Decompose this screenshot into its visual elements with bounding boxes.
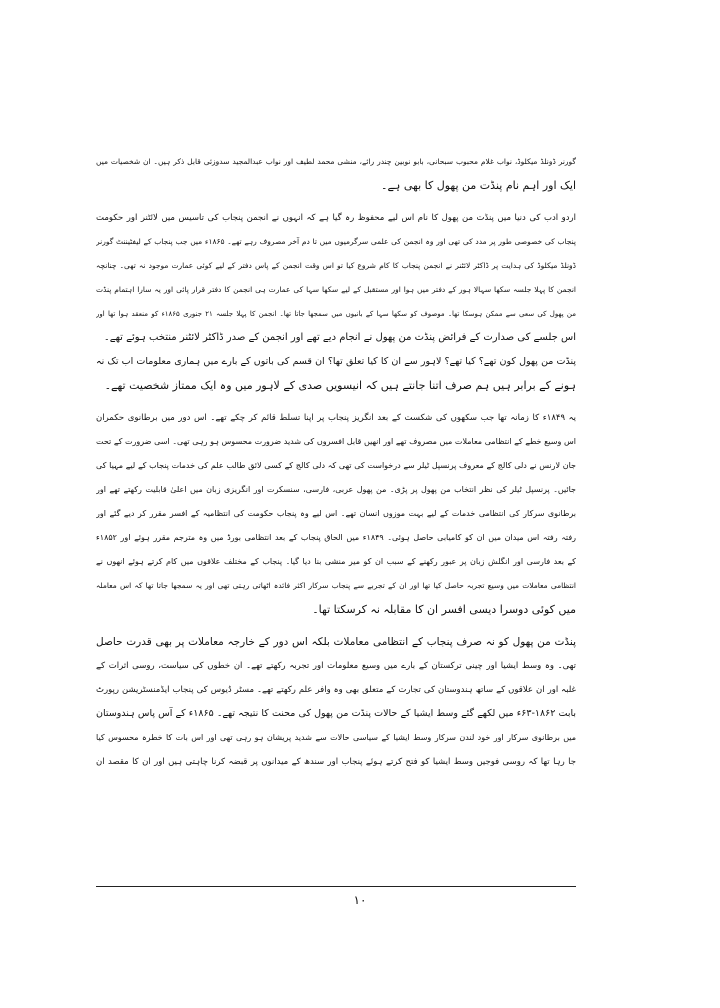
text-line: انتظامی معاملات میں وسیع تجربہ حاصل کیا تھا اور ان کے تجربے سے پنجاب سرکار اکثر فائدہ اٹھاتی رہتی تھی اور یہ سمجھا جاتا تھا کہ اس معاملہ xyxy=(96,581,576,590)
text-line: اردو ادب کی دنیا میں پنڈت من پھول کا نام اس لیے محفوظ رہ گیا ہے کہ انہوں نے انجمن پنجاب کی تاسیس میں لائٹنر اور حکومت xyxy=(96,213,576,223)
text-line: غلبہ اور ان علاقوں کے ساتھ ہندوستان کی تجارت کے متعلق بھی وہ وافر علم رکھتے تھے۔ مسٹر ڈیوس کی پنجاب ایڈمنسٹریشن رپورٹ xyxy=(96,685,576,695)
text-line: من پھول کی سعی سے ممکن ہوسکا تھا۔ موصوف کو سکھا سہا کے بانیوں میں سمجھا جاتا تھا۔ انجمن کا پہلا جلسہ ۲۱ جنوری ۱۸۶۵ء کو منعقد ہوا تھا اور xyxy=(96,310,576,318)
text-line: ہونے کے برابر ہیں ہم صرف اتنا جانتے ہیں کہ انیسویں صدی کے لاہور میں وہ ایک ممتاز شخصیت تھے۔ xyxy=(104,379,576,392)
text-line: اس وسیع خطے کے انتظامی معاملات میں مصروف تھے اور انھیں قابل افسروں کی شدید ضرورت محسوس ہو رہی تھی۔ اسی ضرورت کے تحت xyxy=(96,437,576,446)
text-line: ایک اور اہم نام پنڈت من پھول کا بھی ہے۔ xyxy=(381,179,576,192)
page-body xyxy=(96,150,576,886)
text-line: کے بعد فارسی اور انگلش زبان پر عبور رکھنے کے سبب ان کو میر منشی بنا دیا گیا۔ پنجاب کے مختلف علاقوں میں کام کرتے ہوئے انھوں نے xyxy=(96,557,576,566)
text-line: برطانوی سرکار کی انتظامی خدمات کے لیے بہت موزوں انسان تھے۔ اس لیے وہ پنجاب حکومت کی انتظامیہ کے افسر مقرر کر دیے گئے اور xyxy=(96,509,576,518)
text-line: جائیں۔ پرنسپل ٹیلر کی نظر انتخاب من پھول پر پڑی۔ من پھول عربی، فارسی، سنسکرت اور انگریزی زبان میں اعلیٰ قابلیت رکھتے تھے اور xyxy=(96,485,576,494)
text-line: میں برطانوی سرکار اور خود لندن سرکار وسط ایشیا کے سیاسی حالات سے شدید پریشان ہو رہی تھی اور اس بات کا خطرہ محسوس کیا xyxy=(96,733,576,742)
footer-divider xyxy=(96,886,576,887)
text-line: بابت ۱۸۶۲-۶۳ء میں لکھے گئے وسط ایشیا کے حالات پنڈت من پھول کی محنت کا نتیجہ تھے۔ ۱۸۶۵ء کے آس پاس ہندوستان xyxy=(96,708,576,719)
text-line: میں کوئی دوسرا دیسی افسر ان کا مقابلہ نہ کرسکتا تھا۔ xyxy=(312,603,576,616)
text-line: تھی۔ وہ وسط ایشیا اور چینی ترکستان کے بارے میں وسیع معلومات اور تجربہ رکھتے تھے۔ ان خطوں کی سیاست، روسی اثرات کے xyxy=(96,661,576,671)
text-line: اس جلسے کی صدارت کے فرائض پنڈت من پھول نے انجام دیے تھے اور انجمن کے صدر ڈاکٹر لائٹنر منتخب ہوئے تھے۔ xyxy=(103,332,576,343)
text-line: پنڈت من پھول کو نہ صرف پنجاب کے انتظامی معاملات بلکہ اس دور کے خارجہ معاملات پر بھی قدرت حاصل xyxy=(96,636,576,648)
text-line: گورنر ڈونلڈ میکلوڈ، نواب غلام محبوب سبحانی، بابو نوبین چندر رائے، منشی محمد لطیف اور نواب عبدالمجید سدوزئی قابل ذکر ہیں۔ ان شخصیات میں xyxy=(96,157,576,166)
page-number: ۱۰ xyxy=(353,893,367,907)
text-line: انجمن کا پہلا جلسہ سکھا سہالا ہور کے دفتر میں ہوا اور مستقبل کے لیے سکھا سہا کی عمارت ہی انجمن کا دفتر قرار پائی اور یہ سارا اہتمام پنڈت xyxy=(96,285,576,294)
text-line: ڈونلڈ میکلوڈ کی ہدایت پر ڈاکٹر لائٹنر نے انجمن پنجاب کا کام شروع کیا تو اس وقت انجمن کے پاس دفتر کے لیے کوئی عمارت موجود نہ تھی۔ چنانچہ xyxy=(96,261,576,270)
text-line: یہ ۱۸۴۹ء کا زمانہ تھا جب سکھوں کی شکست کے بعد انگریز پنجاب پر اپنا تسلط قائم کر چکے تھے۔ اس دور میں برطانوی حکمران xyxy=(96,413,576,423)
text-line: رفتہ رفتہ اس میدان میں ان کو کامیابی حاصل ہوئی۔ ۱۸۴۹ء میں الحاق پنجاب کے بعد انتظامی بورڈ میں وہ مترجم مقرر ہوئے اور ۱۸۵۲ء xyxy=(96,533,576,542)
text-line: جا رہا تھا کہ روسی فوجیں وسط ایشیا کو فتح کرتے ہوئے پنجاب اور سندھ کے میدانوں پر قبضہ کرنا چاہتی ہیں اور ان کا مقصد ان xyxy=(96,757,576,767)
text-line: پنڈت من پھول کون تھے؟ کیا تھے؟ لاہور سے ان کا کیا تعلق تھا؟ ان قسم کی باتوں کے بارے میں ہماری معلومات اب تک نہ xyxy=(96,356,576,367)
text-line: جان لارنس نے دلی کالج کے معروف پرنسپل ٹیلر سے درخواست کی تھی کہ دلی کالج کے کسی لائق طالب علم کی خدمات پنجاب کے لیے مہیا کی xyxy=(96,461,576,470)
text-line: پنجاب کی خصوصی طور پر مدد کی تھی اور وہ انجمن کی علمی سرگرمیوں میں تا دم آخر مصروف رہے تھے۔ ۱۸۶۵ء میں جب پنجاب کے لیفٹیننٹ گورنر xyxy=(96,237,576,246)
